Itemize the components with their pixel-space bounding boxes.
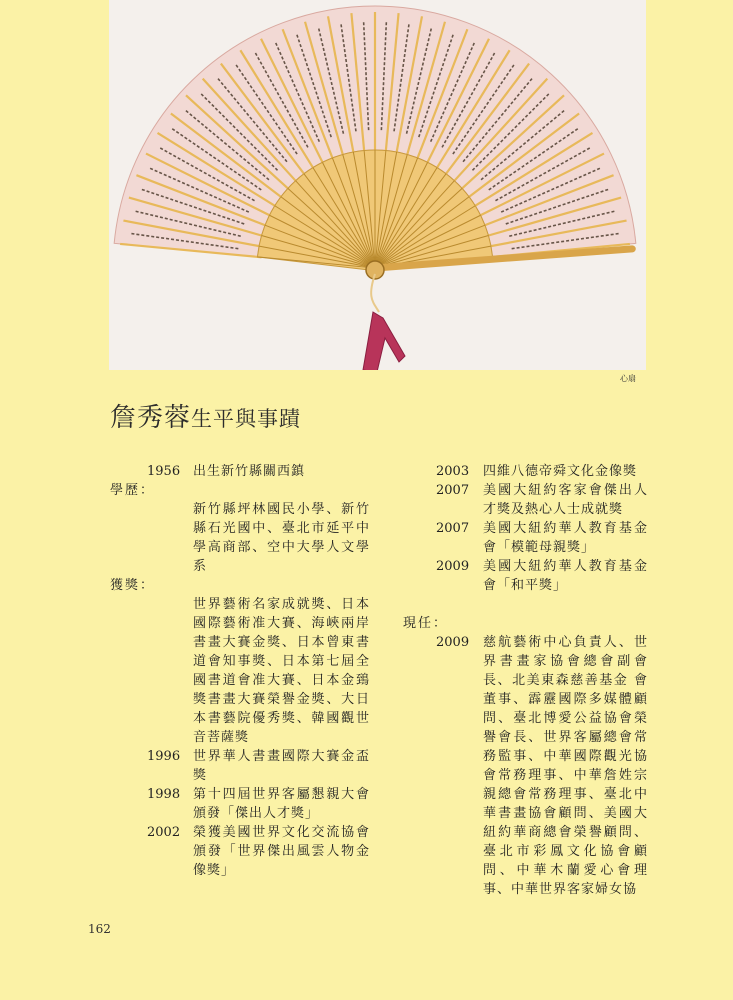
section-label: 獲獎： [110, 578, 156, 593]
entry-text: 慈航藝術中心負責人、世界書畫家協會總會副會長、北美東森慈善基金 會董事、霹靂國際多媒體顧問、臺北博愛公益協會榮譽會長、世界客屬總會常務監事、中華國際觀光協會常務理事、中華詹姓宗親總會常務理事、臺北中華書畫協會顧問、美國大紐約華商總會榮譽顧問、臺北市彩鳳文化協會顧問、中華木蘭愛心會理事、中華世界客家婦女協 [483, 635, 648, 897]
timeline-entry [403, 519, 648, 557]
timeline-entry [110, 785, 370, 823]
section-label: 學歷： [110, 483, 156, 498]
timeline-entry [403, 557, 648, 595]
entry-year: 2007 [436, 521, 470, 536]
entry-year: 2007 [436, 483, 470, 498]
page-number: 162 [88, 922, 111, 936]
left-column [110, 462, 370, 880]
entry-year: 2009 [436, 559, 470, 574]
title-name: 詹秀蓉 [110, 403, 192, 433]
title-rest: 生平與事蹟 [191, 407, 302, 431]
spacer [403, 595, 648, 614]
entry-year: 2002 [147, 825, 181, 840]
entry-text: 第十四屆世界客屬懇親大會頒發「傑出人才獎」 [193, 787, 370, 821]
entry-text: 四維八德帝舜文化金像獎 [483, 464, 638, 479]
entry-text: 美國大紐約華人教育基金會「模範母親獎」 [483, 521, 648, 555]
entry-year: 1996 [147, 749, 181, 764]
section-label: 現任： [403, 616, 449, 631]
entry-text: 出生新竹縣關西鎮 [193, 464, 306, 479]
entry-year: 2009 [436, 635, 470, 650]
photo-caption: 心扇 [620, 374, 636, 383]
entry-text: 榮獲美國世界文化交流協會頒發「世界傑出風雲人物金像獎」 [193, 825, 370, 878]
entry-text: 美國大紐約客家會傑出人才獎及熱心人士成就獎 [483, 483, 648, 517]
entry-year: 1956 [147, 464, 181, 479]
entry-text: 世界藝術名家成就獎、日本國際藝術准大賽、海峽兩岸書畫大賽金獎、日本曾東書道會知事獎、日本第七屆全國書道會准大賽、日本金鵄獎書畫大賽榮譽金獎、大日本書藝院優秀獎、韓國觀世音菩薩獎 [193, 597, 370, 745]
timeline-entry [110, 595, 370, 747]
entry-text: 新竹縣坪林國民小學、新竹縣石光國中、臺北市延平中學高商部、空中大學人文學系 [193, 502, 370, 574]
right-column [403, 462, 648, 899]
timeline-entry [110, 823, 370, 880]
entry-year: 2003 [436, 464, 470, 479]
fan-photo [109, 0, 646, 370]
timeline-entry [403, 633, 648, 899]
tassel [363, 312, 405, 370]
timeline-entry [403, 481, 648, 519]
entry-text: 世界華人書畫國際大賽金盃獎 [193, 749, 370, 783]
timeline-entry [110, 462, 370, 481]
timeline-entry [403, 462, 648, 481]
entry-text: 美國大紐約華人教育基金會「和平獎」 [483, 559, 648, 593]
fan-illustration [109, 0, 646, 370]
timeline-entry [110, 500, 370, 576]
timeline-entry [110, 747, 370, 785]
page-title [110, 397, 301, 434]
entry-year: 1998 [147, 787, 181, 802]
